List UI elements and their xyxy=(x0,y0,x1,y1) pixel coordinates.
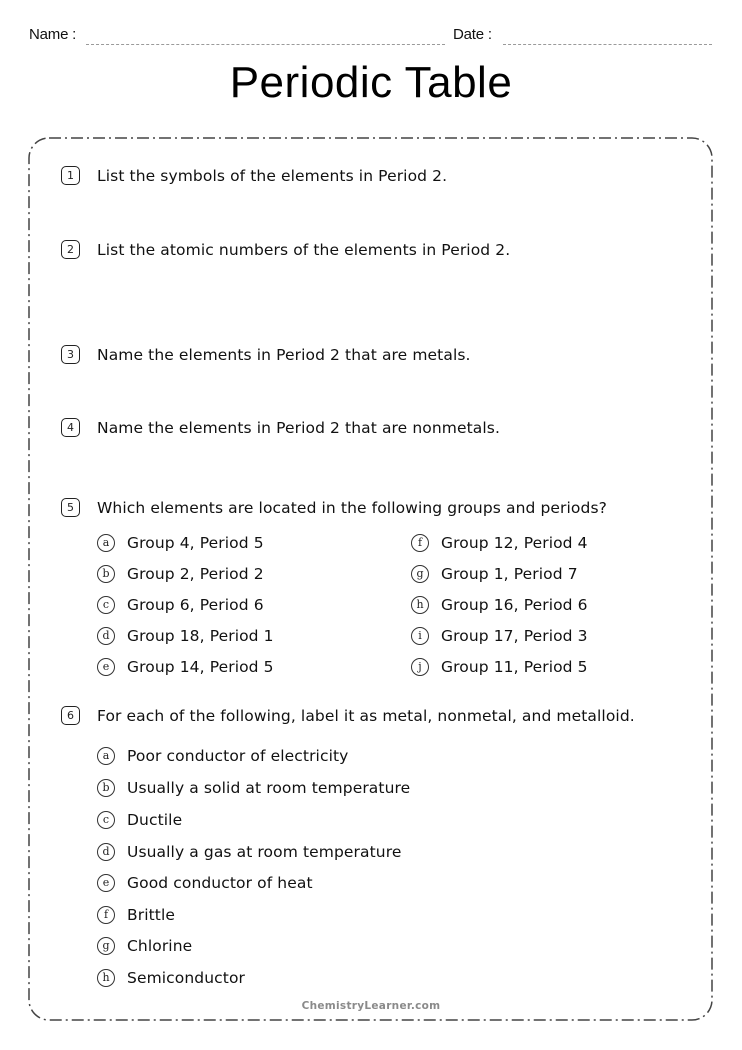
circled-letter: g xyxy=(97,937,115,955)
question-number-badge: 6 xyxy=(61,706,80,725)
sub-item-text: Group 4, Period 5 xyxy=(127,534,264,552)
sub-item xyxy=(97,627,274,645)
circled-letter: j xyxy=(411,658,429,676)
sub-item-text: Group 2, Period 2 xyxy=(127,565,264,583)
name-label: Name : xyxy=(29,26,77,43)
circled-letter: h xyxy=(97,969,115,987)
sub-item xyxy=(97,565,264,583)
sub-item xyxy=(97,843,401,861)
sub-item xyxy=(97,874,313,892)
circled-letter: c xyxy=(97,596,115,614)
circled-letter: f xyxy=(411,534,429,552)
sub-item-text: Brittle xyxy=(127,906,176,924)
sub-item-text: Group 1, Period 7 xyxy=(441,565,578,583)
question-number-badge: 5 xyxy=(61,498,80,517)
sub-item-text: Group 17, Period 3 xyxy=(441,627,588,645)
sub-item-text: Good conductor of heat xyxy=(127,874,313,892)
question-4 xyxy=(61,418,500,437)
sub-item xyxy=(97,969,245,987)
sub-item xyxy=(97,779,410,797)
date-label: Date : xyxy=(453,26,492,43)
question-number-badge: 2 xyxy=(61,240,80,259)
question-2 xyxy=(61,240,510,259)
question-text: List the atomic numbers of the elements in Period 2. xyxy=(97,240,511,259)
circled-letter: b xyxy=(97,565,115,583)
circled-letter: d xyxy=(97,627,115,645)
sub-item xyxy=(411,534,588,552)
circled-letter: h xyxy=(411,596,429,614)
circled-letter: i xyxy=(411,627,429,645)
sub-item xyxy=(97,596,264,614)
sub-item-text: Group 6, Period 6 xyxy=(127,596,264,614)
sub-item xyxy=(411,596,588,614)
sub-item xyxy=(411,658,588,676)
page-title: Periodic Table xyxy=(229,58,513,107)
circled-letter: c xyxy=(97,811,115,829)
sub-item xyxy=(411,627,588,645)
circled-letter: a xyxy=(97,534,115,552)
circled-letter: b xyxy=(97,779,115,797)
circled-letter: d xyxy=(97,843,115,861)
circled-letter: e xyxy=(97,658,115,676)
sub-item-text: Poor conductor of electricity xyxy=(127,747,349,765)
site-watermark: ChemistryLearner.com xyxy=(301,1000,441,1012)
question-number-badge: 3 xyxy=(61,345,80,364)
circled-letter: g xyxy=(411,565,429,583)
question-text: Name the elements in Period 2 that are nonmetals. xyxy=(97,418,500,437)
date-field[interactable] xyxy=(503,44,712,45)
question-number-badge: 1 xyxy=(61,166,80,185)
circled-letter: e xyxy=(97,874,115,892)
sub-item xyxy=(97,937,192,955)
sub-item xyxy=(97,906,175,924)
circled-letter: a xyxy=(97,747,115,765)
sub-item xyxy=(97,658,274,676)
sub-item-text: Ductile xyxy=(127,811,183,829)
question-6 xyxy=(61,706,635,725)
question-1 xyxy=(61,166,447,185)
question-text: List the symbols of the elements in Period 2. xyxy=(97,166,448,185)
question-text: Which elements are located in the following groups and periods? xyxy=(97,498,607,517)
sub-item xyxy=(97,534,264,552)
sub-item-text: Semiconductor xyxy=(127,969,246,987)
sub-item-text: Group 11, Period 5 xyxy=(441,658,588,676)
sub-item-text: Group 12, Period 4 xyxy=(441,534,588,552)
circled-letter: f xyxy=(97,906,115,924)
sub-item xyxy=(411,565,578,583)
sub-item-text: Usually a gas at room temperature xyxy=(127,843,402,861)
question-5 xyxy=(61,498,607,517)
question-3 xyxy=(61,345,471,364)
question-text: Name the elements in Period 2 that are metals. xyxy=(97,345,471,364)
name-field[interactable] xyxy=(86,44,445,45)
sub-item-text: Group 16, Period 6 xyxy=(441,596,588,614)
sub-item-text: Chlorine xyxy=(127,937,193,955)
question-text: For each of the following, label it as metal, nonmetal, and metalloid. xyxy=(97,706,635,725)
sub-item-text: Usually a solid at room temperature xyxy=(127,779,411,797)
sub-item xyxy=(97,811,182,829)
sub-item-text: Group 14, Period 5 xyxy=(127,658,274,676)
sub-item-text: Group 18, Period 1 xyxy=(127,627,274,645)
sub-item xyxy=(97,747,348,765)
question-number-badge: 4 xyxy=(61,418,80,437)
